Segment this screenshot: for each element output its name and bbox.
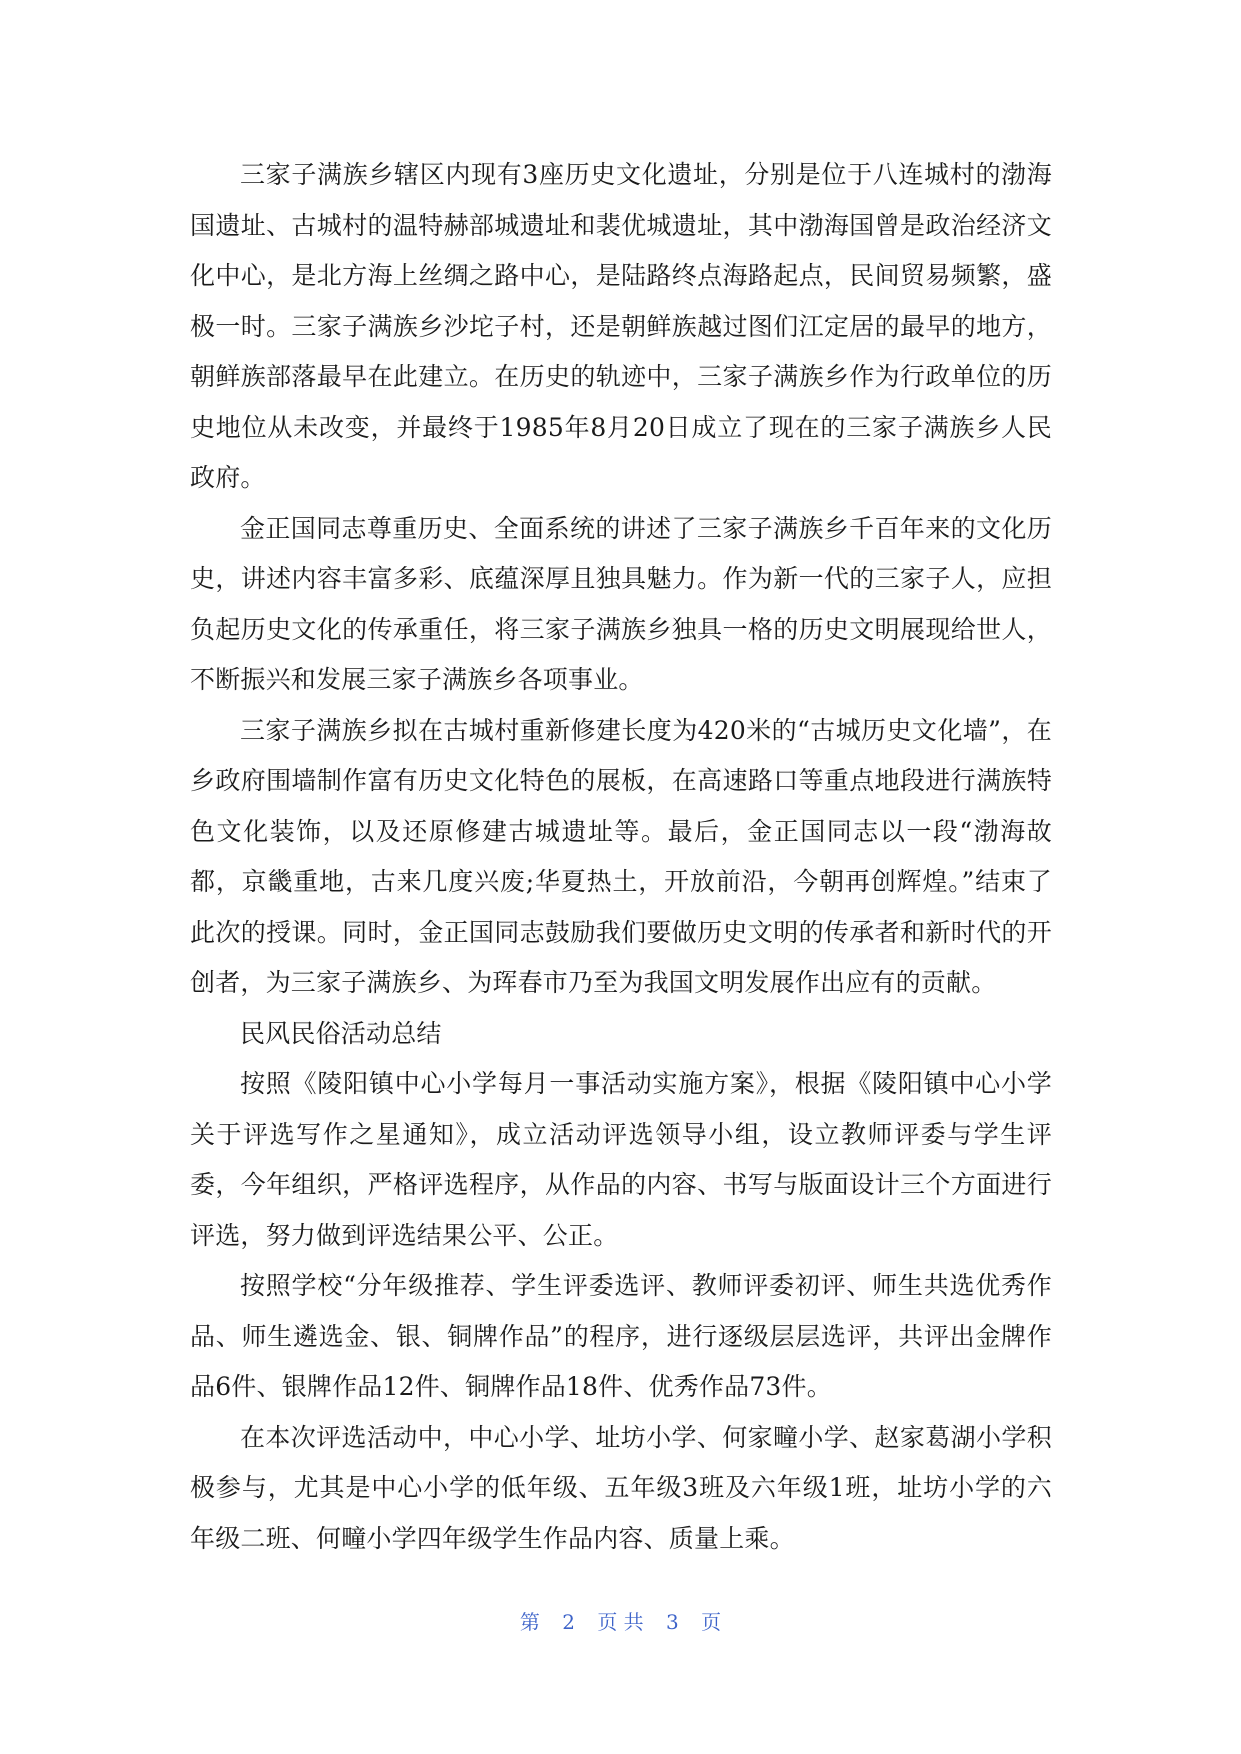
paragraph-2: 金正国同志尊重历史、全面系统的讲述了三家子满族乡千百年来的文化历史，讲述内容丰富多彩、底蕴深厚且独具魅力。作为新一代的三家子人，应担负起历史文化的传承重任，将三家子满族乡独具一格的历史文明展现给世人，不断振兴和发展三家子满族乡各项事业。 [190,513,1052,694]
footer-label-end: 页 [701,1610,722,1634]
footer-label-of: 页 共 [597,1610,644,1634]
paragraph-4: 按照《陵阳镇中心小学每月一事活动实施方案》，根据《陵阳镇中心小学关于评选写作之星通知》，成立活动评选领导小组，设立教师评委与学生评委，今年组织，严格评选程序，从作品的内容、书写与版面设计三个方面进行评选，努力做到评选结果公平、公正。 [190,1069,1052,1250]
document-body [190,150,1052,1564]
paragraph-1: 三家子满族乡辖区内现有3座历史文化遗址，分别是位于八连城村的渤海国遗址、古城村的温特赫部城遗址和裴优城遗址，其中渤海国曾是政治经济文化中心，是北方海上丝绸之路中心，是陆路终点海路起点，民间贸易频繁，盛极一时。三家子满族乡沙坨子村，还是朝鲜族越过图们江定居的最早的地方，朝鲜族部落最早在此建立。在历史的轨迹中，三家子满族乡作为行政单位的历史地位从未改变，并最终于1985年8月20日成立了现在的三家子满族乡人民政府。 [190,160,1052,492]
footer-total-pages: 3 [666,1610,679,1634]
paragraph-5: 按照学校“分年级推荐、学生评委选评、教师评委初评、师生共选优秀作品、师生遴选金、银、铜牌作品”的程序，进行逐级层层选评，共评出金牌作品6件、银牌作品12件、铜牌作品18件、优秀作品73件。 [190,1271,1052,1401]
footer-current-page: 2 [562,1610,575,1634]
paragraph-3: 三家子满族乡拟在古城村重新修建长度为420米的“古城历史文化墙”，在乡政府围墙制作富有历史文化特色的展板，在高速路口等重点地段进行满族特色文化装饰，以及还原修建古城遗址等。最后，金正国同志以一段“渤海故都，京畿重地，古来几度兴废;华夏热土，开放前沿，今朝再创辉煌。”结束了此次的授课。同时，金正国同志鼓励我们要做历史文明的传承者和新时代的开创者，为三家子满族乡、为珲春市乃至为我国文明发展作出应有的贡献。 [190,715,1052,997]
paragraph-6: 在本次评选活动中，中心小学、址坊小学、何家疃小学、赵家葛湖小学积极参与，尤其是中心小学的低年级、五年级3班及六年级1班，址坊小学的六年级二班、何疃小学四年级学生作品内容、质量上乘。 [190,1422,1052,1553]
section-heading: 民风民俗活动总结 [240,1018,442,1048]
page-footer [0,1606,1241,1635]
footer-label-page: 第 [519,1610,540,1634]
